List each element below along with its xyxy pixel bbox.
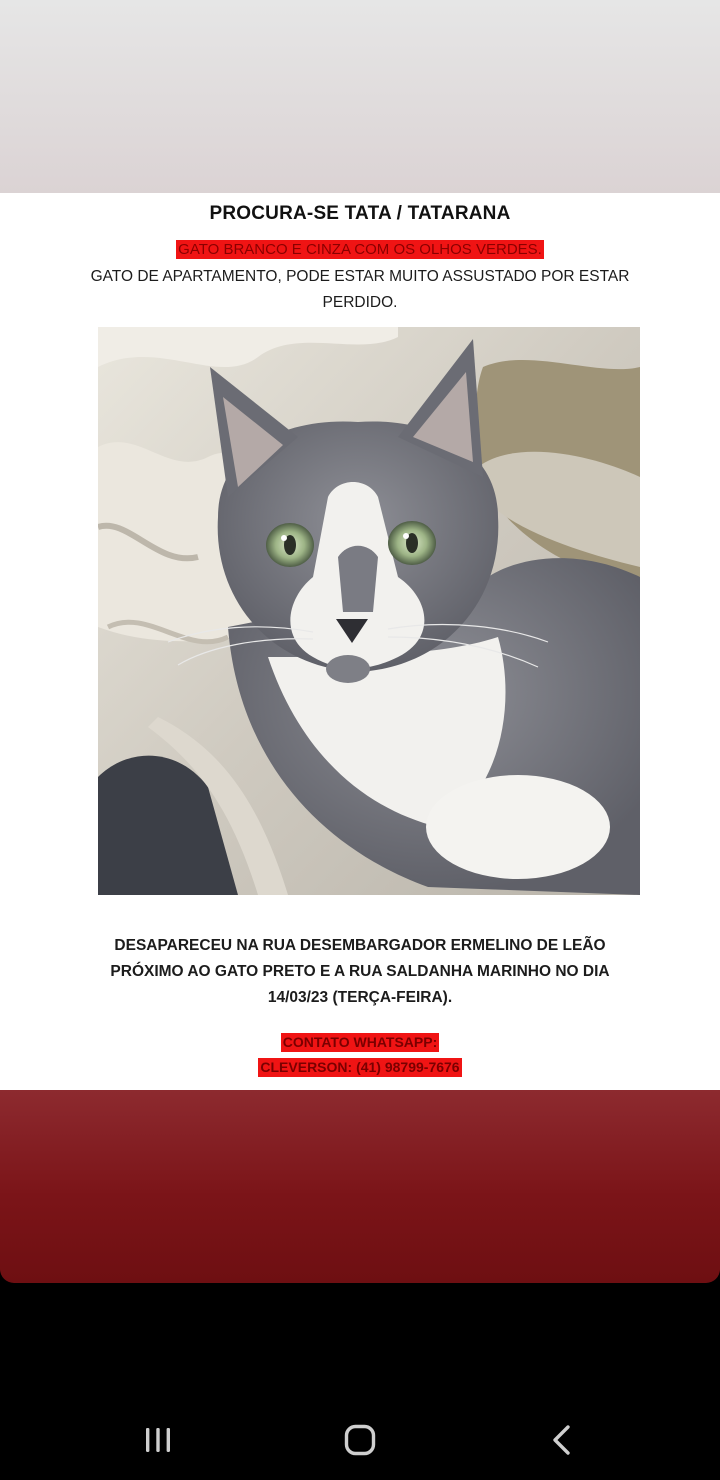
lost-cat-poster	[0, 193, 720, 1090]
top-gradient-band	[0, 0, 720, 193]
back-icon	[532, 1418, 592, 1462]
contact-label: CONTATO WHATSAPP:	[282, 1034, 438, 1050]
missing-info: DESAPARECEU NA RUA DESEMBARGADOR ERMELINO DE LEÃO PRÓXIMO AO GATO PRETO E A RUA SALDANHA MARINHO NO DIA 14/03/23 (TERÇA-FEIRA).	[110, 937, 610, 1006]
contact-number-line	[0, 1058, 720, 1077]
recents-button[interactable]	[128, 1418, 188, 1462]
poster-title: PROCURA-SE TATA / TATARANA	[209, 203, 511, 224]
color-highlight-line	[0, 240, 720, 259]
contact-number: CLEVERSON: (41) 98799-7676	[260, 1059, 460, 1075]
cat-photo-illustration	[98, 327, 640, 895]
recents-icon	[128, 1418, 188, 1462]
home-button[interactable]	[330, 1418, 390, 1462]
poster-description: GATO DE APARTAMENTO, PODE ESTAR MUITO ASSUSTADO POR ESTAR PERDIDO.	[90, 268, 630, 311]
back-button[interactable]	[532, 1418, 592, 1462]
bottom-gradient-band	[0, 1090, 720, 1283]
color-highlight-text: GATO BRANCO E CINZA COM OS OLHOS VERDES.	[178, 241, 542, 258]
home-icon	[330, 1418, 390, 1462]
system-navigation-bar	[0, 1400, 720, 1480]
cat-photo	[98, 327, 640, 895]
contact-label-line	[0, 1033, 720, 1052]
